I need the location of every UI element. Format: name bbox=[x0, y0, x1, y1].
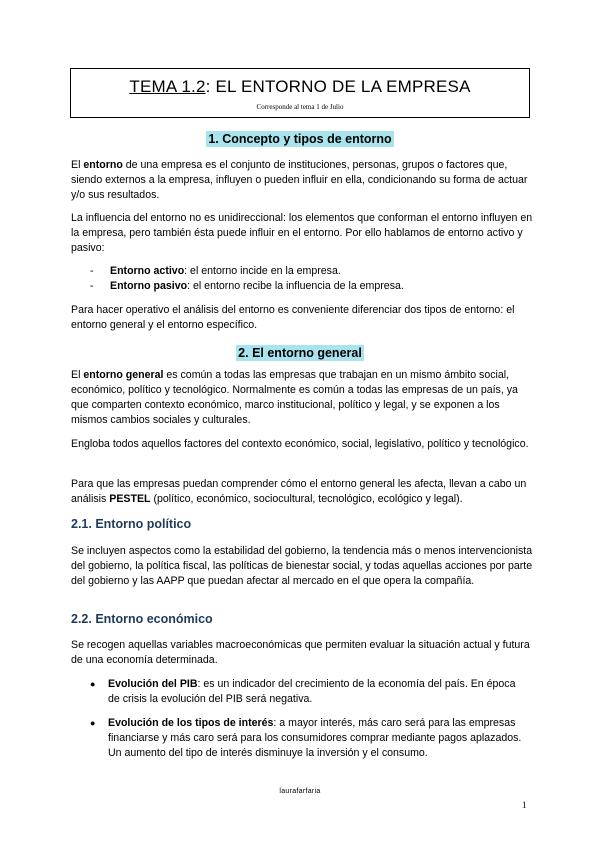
footer-author: laurafarfaria bbox=[279, 788, 321, 795]
title-prefix: TEMA 1.2 bbox=[129, 77, 206, 96]
section-2-heading-row bbox=[0, 344, 600, 362]
text-run: : el entorno recibe la influencia de la empresa. bbox=[187, 280, 404, 292]
title-box bbox=[70, 68, 530, 118]
term-entorno-general: entorno general bbox=[83, 369, 164, 381]
section-1-paragraph-3: Para hacer operativo el análisis del entorno es conveniente diferenciar dos tipos de entorno: el entorno general y el entorno específico. bbox=[71, 304, 515, 331]
text-run: : a mayor interés, más caro será para las empresas financiarse y más caro será para los consumidores comprar mediante pagos aplazados. Un aumento del tipo de interés disminuye la inversión y el consumo. bbox=[108, 717, 522, 759]
page-number: 1 bbox=[522, 800, 527, 810]
term: Entorno pasivo bbox=[110, 280, 188, 292]
text-run: Para que las empresas puedan comprender cómo el entorno general les afecta, llevan a cabo un análisis bbox=[71, 478, 527, 505]
list-item-text bbox=[110, 279, 404, 294]
text-run: es común a todas las empresas que trabajan en un mismo ámbito social, económico, político y tecnológico. Normalmente es común a todas las empresas de un país, ya que comparten contexto económico, marco institucional, político y legal, y se exponen a los mismos cambios sociales y culturales. bbox=[71, 369, 518, 426]
section-1-paragraph-2: La influencia del entorno no es unidireccional: los elementos que conforman el entorno influyen en la empresa, pero también ésta puede influir en el entorno. Por ello hablamos de entorno activo y pasivo: bbox=[71, 212, 533, 254]
section-2-paragraph-2: Engloba todos aquellos factores del contexto económico, social, legislativo, político y tecnológico. bbox=[71, 438, 529, 450]
term-pestel: PESTEL bbox=[109, 493, 151, 505]
section-2-paragraph-3 bbox=[71, 477, 533, 507]
bullet-text bbox=[108, 716, 528, 761]
text-run: El bbox=[71, 369, 84, 381]
bullet-icon: ● bbox=[90, 679, 96, 689]
section-1-heading: 1. Concepto y tipos de entorno bbox=[208, 132, 392, 146]
bullet-text bbox=[108, 677, 528, 707]
list-marker: - bbox=[90, 265, 94, 277]
bullet-icon: ● bbox=[90, 718, 96, 728]
section-2-heading: 2. El entorno general bbox=[238, 346, 362, 360]
section-2-paragraph-1 bbox=[71, 368, 533, 428]
term-entorno: entorno bbox=[83, 159, 123, 171]
text-run: de una empresa es el conjunto de instituciones, personas, grupos o factores que, siendo externos a la empresa, influyen o pueden influir en ella, condicionando su forma de actuar y/o sus resultados. bbox=[71, 159, 528, 201]
text-run: El bbox=[71, 159, 84, 171]
section-1-paragraph-1 bbox=[71, 158, 533, 203]
list-marker: - bbox=[90, 280, 94, 292]
list-item-text bbox=[110, 264, 341, 279]
section-2-1-heading: 2.1. Entorno político bbox=[71, 517, 192, 531]
section-2-2-heading: 2.2. Entorno económico bbox=[71, 612, 213, 626]
page-title bbox=[71, 77, 529, 97]
section-2-1-paragraph: Se incluyen aspectos como la estabilidad del gobierno, la tendencia más o menos intervencionista del gobierno, la política fiscal, las políticas de bienestar social, y todas aquellas acciones por parte del gobierno y las AAPP que puedan afectar al mercado en el que opera la compañía. bbox=[71, 545, 533, 587]
title-rest: : EL ENTORNO DE LA EMPRESA bbox=[205, 77, 471, 96]
term: Entorno activo bbox=[110, 265, 185, 277]
term: Evolución de los tipos de interés bbox=[108, 717, 274, 729]
text-run: : el entorno incide en la empresa. bbox=[184, 265, 341, 277]
term: Evolución del PIB bbox=[108, 678, 198, 690]
section-2-2-paragraph: Se recogen aquellas variables macroeconómicas que permiten evaluar la situación actual y futura de una economía determinada. bbox=[71, 639, 530, 666]
page-subtitle: Corresponde al tema 1 de Julio bbox=[256, 103, 344, 111]
text-run: (político, económico, sociocultural, tecnológico, ecológico y legal). bbox=[150, 493, 463, 505]
text-run: : es un indicador del crecimiento de la economía del país. En época de crisis la evolución del PIB será negativa. bbox=[108, 678, 516, 705]
section-1-heading-row bbox=[0, 130, 600, 148]
